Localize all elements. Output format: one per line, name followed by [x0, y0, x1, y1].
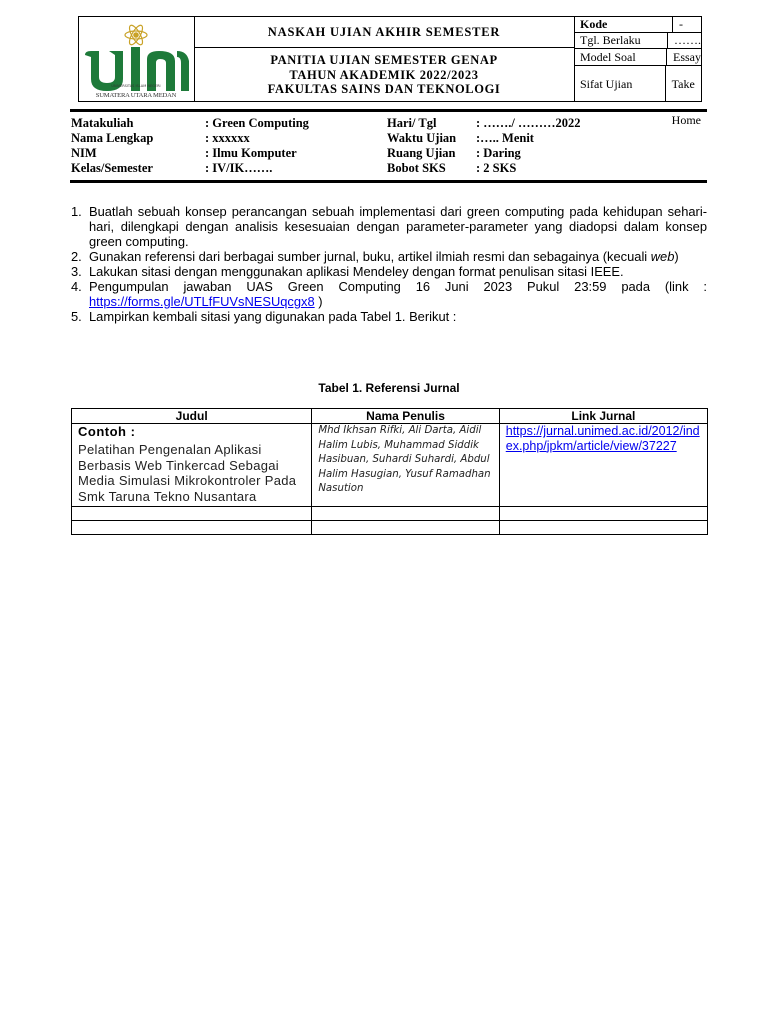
- table-row: [72, 507, 708, 521]
- example-label: Contoh :: [78, 424, 136, 439]
- logo-caption: SUMATERA UTARA MEDAN: [95, 92, 177, 99]
- meta-row-sifat-ujian: Sifat Ujian Take Home: [574, 66, 701, 102]
- instruction-item: 1. Buatlah sebuah konsep perancangan sebuah implementasi dari green computing pada kehidupan sehari-hari, dilengkapi dengan analisis kesesuaian dengan parameter-parameter yang diadopsi dalam konsep green computing.: [71, 204, 707, 249]
- committee-line-1: PANITIA UJIAN SEMESTER GENAP: [270, 53, 498, 67]
- meta-row-model-soal: Model Soal Essay: [574, 49, 701, 66]
- empty-cell[interactable]: [499, 507, 707, 521]
- instruction-list: [71, 204, 707, 324]
- info-row-nama: Nama Lengkap : xxxxxx Waktu Ujian :….. Menit: [71, 131, 534, 145]
- example-authors: Mhd Ikhsan Rifki, Ali Darta, Aidil Halim Lubis, Muhammad Siddik Hasibuan, Suhardi Suhardi, Abdul Halim Hasugian, Yusuf Ramadhan Nasution: [318, 425, 491, 494]
- title-cell: [194, 17, 575, 101]
- cell-judul: [72, 424, 312, 507]
- meta-row-tgl-berlaku: Tgl. Berlaku …….: [574, 33, 701, 49]
- exam-info: [71, 116, 707, 176]
- reference-table: [71, 408, 708, 535]
- example-title: Pelatihan Pengenalan Aplikasi Berbasis Web Tinkercad Sebagai Media Simulasi Mikrokontroler Pada Smk Taruna Tekno Nusantara: [78, 442, 297, 504]
- svg-text:UNIVERSITAS ISLAM NEGERI: UNIVERSITAS ISLAM NEGERI: [111, 84, 161, 88]
- empty-cell[interactable]: [499, 521, 707, 535]
- instruction-item: 5. Lampirkan kembali sitasi yang digunakan pada Tabel 1. Berikut :: [71, 309, 457, 324]
- table-caption: Tabel 1. Referensi Jurnal: [318, 381, 460, 395]
- table-row: [72, 521, 708, 535]
- committee-title: [194, 48, 574, 97]
- info-row-kelas: Kelas/Semester : IV/IK……. Bobot SKS : 2 SKS: [71, 161, 517, 175]
- info-row-matakuliah: Matakuliah : Green Computing Hari/ Tgl : ……./ ………2022: [71, 116, 581, 130]
- instruction-item: 3. Lakukan sitasi dengan menggunakan aplikasi Mendeley dengan format penulisan sitasi IEEE.: [71, 264, 624, 279]
- journal-link[interactable]: https://jurnal.unimed.ac.id/2012/index.php/jpkm/article/view/37227: [505, 424, 700, 453]
- university-logo-icon: [79, 17, 194, 101]
- exam-title: NASKAH UJIAN AKHIR SEMESTER: [194, 17, 574, 48]
- instruction-item: 2. Gunakan referensi dari berbagai sumber jurnal, buku, artikel ilmiah resmi dan sebagainya (kecuali web): [71, 249, 679, 264]
- empty-cell[interactable]: [72, 507, 312, 521]
- cell-link: [499, 424, 707, 507]
- column-header-link: Link Jurnal: [499, 409, 707, 424]
- committee-line-2: TAHUN AKADEMIK 2022/2023: [289, 67, 479, 82]
- column-header-penulis: Nama Penulis: [312, 409, 499, 424]
- empty-cell[interactable]: [312, 521, 499, 535]
- column-header-judul: Judul: [72, 409, 312, 424]
- table-header-row: [72, 409, 708, 424]
- cell-penulis: [312, 424, 499, 507]
- empty-cell[interactable]: [312, 507, 499, 521]
- logo-cell: [79, 17, 195, 101]
- meta-row-kode: Kode -: [574, 17, 701, 33]
- divider-bottom: [70, 180, 707, 183]
- divider-top: [70, 109, 707, 112]
- info-row-nim: NIM : Ilmu Komputer Ruang Ujian : Daring: [71, 146, 521, 160]
- committee-line-3: FAKULTAS SAINS DAN TEKNOLOGI: [267, 82, 501, 96]
- instruction-item: 4. Pengumpulan jawaban UAS Green Computing 16 Juni 2023 Pukul 23:59 pada (link : https://forms.gle/UTLfFUVsNESUqcgx8 ): [71, 279, 707, 309]
- submission-form-link[interactable]: https://forms.gle/UTLfFUVsNESUqcgx8: [89, 294, 315, 309]
- empty-cell[interactable]: [72, 521, 312, 535]
- table-row: [72, 424, 708, 507]
- meta-cell: [574, 17, 701, 127]
